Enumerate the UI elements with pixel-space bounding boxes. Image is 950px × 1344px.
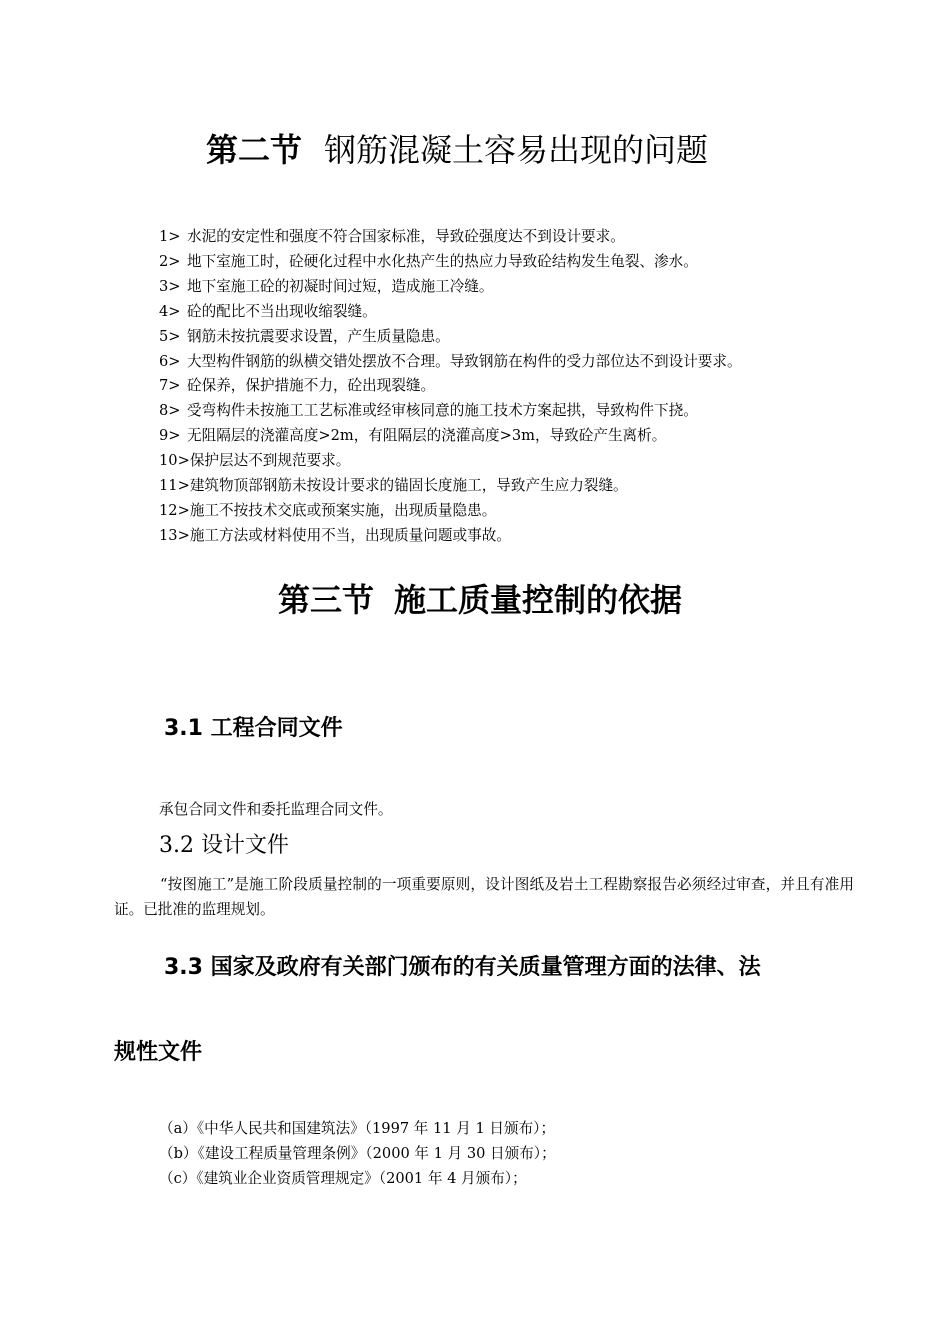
list-item xyxy=(159,275,742,300)
section-3-number: 第三节 xyxy=(277,581,374,619)
list-item-number: 3> xyxy=(159,277,181,295)
list-item: （b）《建设工程质量管理条例》（2000 年 1 月 30 日颁布）； xyxy=(159,1145,556,1162)
list-item xyxy=(159,225,742,250)
list-item-number: 4> xyxy=(159,302,181,320)
list-item-number: 11> xyxy=(159,477,190,495)
list-item-text: 施工方法或材料使用不当，出现质量问题或事故。 xyxy=(189,526,511,544)
list-item-text: 地下室施工砼的初凝时间过短，造成施工冷缝。 xyxy=(187,277,494,295)
list-item: （c）《建筑业企业资质管理规定》（2001 年 4 月颁布）； xyxy=(159,1170,527,1187)
list-item-number: 1> xyxy=(159,228,181,245)
list-item-text: 地下室施工时，砼硬化过程中水化热产生的热应力导致砼结构发生龟裂、渗水。 xyxy=(187,252,698,270)
list-item xyxy=(159,300,742,325)
list-item-text: 大型构件钢筋的纵横交错处摆放不合理。导致钢筋在构件的受力部位达不到设计要求。 xyxy=(187,352,742,370)
list-item-number: 8> xyxy=(159,402,181,420)
list-item xyxy=(159,325,742,350)
list-item-text: 水泥的安定性和强度不符合国家标准，导致砼强度达不到设计要求。 xyxy=(187,228,625,245)
subsection-3-3-heading-continued: 规性文件 xyxy=(114,1040,203,1065)
list-item-number: 2> xyxy=(159,252,181,270)
subsection-3-3-heading: 3.3 国家及政府有关部门颁布的有关质量管理方面的法律、法 xyxy=(164,955,761,980)
list-item-number: 12> xyxy=(159,501,190,519)
regulation-list xyxy=(159,1116,556,1191)
list-item xyxy=(159,474,742,499)
list-item-text: 钢筋未按抗震要求设置，产生质量隐患。 xyxy=(187,327,450,345)
list-item-number: 6> xyxy=(159,352,181,370)
list-item xyxy=(159,374,742,399)
list-item xyxy=(159,350,742,375)
section-3-heading xyxy=(5,580,950,620)
list-item-text: 砼的配比不当出现收缩裂缝。 xyxy=(187,302,377,320)
list-item xyxy=(159,399,742,424)
list-item xyxy=(159,424,742,449)
list-item xyxy=(159,449,742,474)
list-item-text: 建筑物顶部钢筋未按设计要求的锚固长度施工，导致产生应力裂缝。 xyxy=(189,477,628,495)
list-item-text: 施工不按技术交底或预案实施，出现质量隐患。 xyxy=(189,501,497,519)
list-item-number: 5> xyxy=(159,327,181,345)
list-item-number: 10> xyxy=(159,452,190,470)
list-item-number: 13> xyxy=(159,526,190,544)
list-item: （a）《中华人民共和国建筑法》（1997 年 11 月 1 日颁布）； xyxy=(159,1120,556,1137)
section-2-heading xyxy=(0,130,932,170)
list-item-text: 无阻隔层的浇灌高度>2m，有阻隔层的浇灌高度>3m，导致砼产生离析。 xyxy=(187,427,667,445)
list-item-number: 7> xyxy=(159,377,181,395)
list-item-number: 9> xyxy=(159,427,181,445)
section-2-title: 钢筋混凝土容易出现的问题 xyxy=(324,131,709,169)
list-item-text: 砼保养，保护措施不力，砼出现裂缝。 xyxy=(187,377,436,395)
subsection-3-1-text: 承包合同文件和委托监理合同文件。 xyxy=(159,801,393,818)
section-2-number: 第二节 xyxy=(205,131,302,169)
list-item xyxy=(159,250,742,275)
section-3-title: 施工质量控制的依据 xyxy=(394,581,683,619)
list-item xyxy=(159,524,742,549)
subsection-3-2-text: “按图施工”是施工阶段质量控制的一项重要原则，设计图纸及岩土工程勘察报告必须经过审查，并且有准用证。已批准的监理规划。 xyxy=(114,876,854,918)
list-item xyxy=(159,499,742,524)
subsection-3-1-heading: 3.1 工程合同文件 xyxy=(164,716,343,741)
subsection-3-2-heading: 3.2 设计文件 xyxy=(159,833,289,858)
problem-list xyxy=(159,225,742,549)
list-item-text: 受弯构件未按施工工艺标准或经审核同意的施工技术方案起拱，导致构件下挠。 xyxy=(187,402,698,420)
list-item-text: 保护层达不到规范要求。 xyxy=(189,452,351,470)
